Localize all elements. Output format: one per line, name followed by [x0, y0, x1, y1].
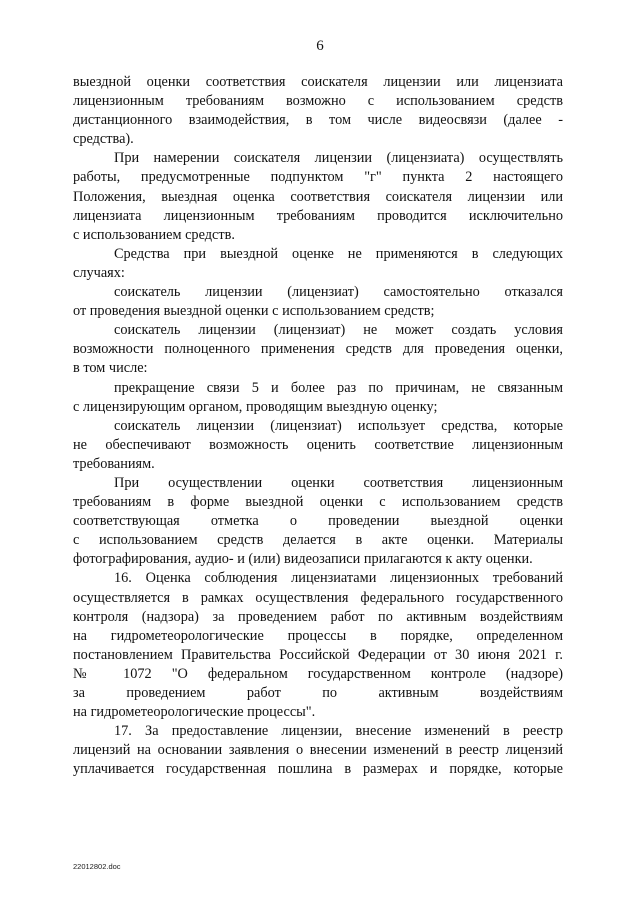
text-line: фотографирования, аудио- и (или) видеозаписи прилагаются к акту оценки. [73, 551, 533, 568]
text-line: При осуществлении оценки соответствия лицензионным [114, 474, 563, 491]
text-line: контроля (надзора) за проведением работ по активным воздействиям [73, 608, 563, 625]
text-line: с использованием средств делается в акте оценки. Материалы [73, 532, 563, 549]
page-number: 6 [316, 38, 324, 54]
text-line: требованиям в форме выездной оценки с использованием средств [73, 494, 563, 511]
text-line: соискатель лицензии (лицензиат) использует средства, которые [114, 417, 563, 434]
text-line: в том числе: [73, 360, 148, 377]
text-line: При намерении соискателя лицензии (лицензиата) осуществлять [114, 150, 563, 167]
text-line: постановлением Правительства Российской Федерации от 30 июня 2021 г. [73, 646, 563, 663]
text-line: соискатель лицензии (лицензиат) не может создать условия [114, 322, 563, 339]
file-name-footer: 22012802.doc [73, 862, 121, 871]
text-line: выездной оценки соответствия соискателя лицензии или лицензиата [73, 74, 563, 90]
text-line: лицензиата лицензионным требованиям проводится исключительно [73, 207, 563, 224]
text-line: 16. Оценка соблюдения лицензиатами лицензионных требований [114, 570, 563, 587]
text-line: осуществляется в рамках осуществления федерального государственного [73, 589, 563, 606]
text-line: соответствующая отметка о проведении выездной оценки [73, 513, 563, 530]
text-line: с использованием средств. [73, 226, 235, 243]
text-line: соискатель лицензии (лицензиат) самостоятельно отказался [114, 284, 563, 301]
text-line: за проведением работ по активным воздействиям [73, 685, 563, 701]
text-line: Положения, выездная оценка соответствия соискателя лицензии или [73, 188, 563, 205]
text-line: на гидрометеорологические процессы в порядке, определенном [73, 627, 563, 644]
text-line: работы, предусмотренные подпунктом "г" пункта 2 настоящего [73, 169, 563, 186]
text-line: прекращение связи 5 и более раз по причинам, не связанным [114, 379, 563, 396]
text-line: не обеспечивают возможность оценить соответствие лицензионным [73, 436, 563, 453]
text-line: дистанционного взаимодействия, в том числе видеосвязи (далее - [73, 112, 563, 129]
text-line: 17. За предоставление лицензии, внесение изменений в реестр [114, 723, 563, 740]
text-line: средства). [73, 131, 134, 148]
text-line: Средства при выездной оценке не применяются в следующих [114, 245, 563, 262]
text-line: на гидрометеорологические процессы". [73, 704, 316, 721]
text-line: от проведения выездной оценки с использованием средств; [73, 303, 435, 320]
text-line: лицензий на основании заявления о внесении изменений в реестр лицензий [73, 742, 563, 759]
text-line: № 1072 "О федеральном государственном контроле (надзоре) [73, 665, 563, 682]
text-line: случаях: [73, 264, 125, 281]
text-line: возможности полноценного применения средств для проведения оценки, [73, 341, 563, 358]
text-line: уплачивается государственная пошлина в размерах и порядке, которые [73, 761, 563, 778]
text-line: лицензионным требованиям возможно с использованием средств [73, 93, 563, 110]
text-line: с лицензирующим органом, проводящим выездную оценку; [73, 398, 438, 415]
document-body [73, 73, 563, 779]
text-line: требованиям. [73, 455, 155, 472]
